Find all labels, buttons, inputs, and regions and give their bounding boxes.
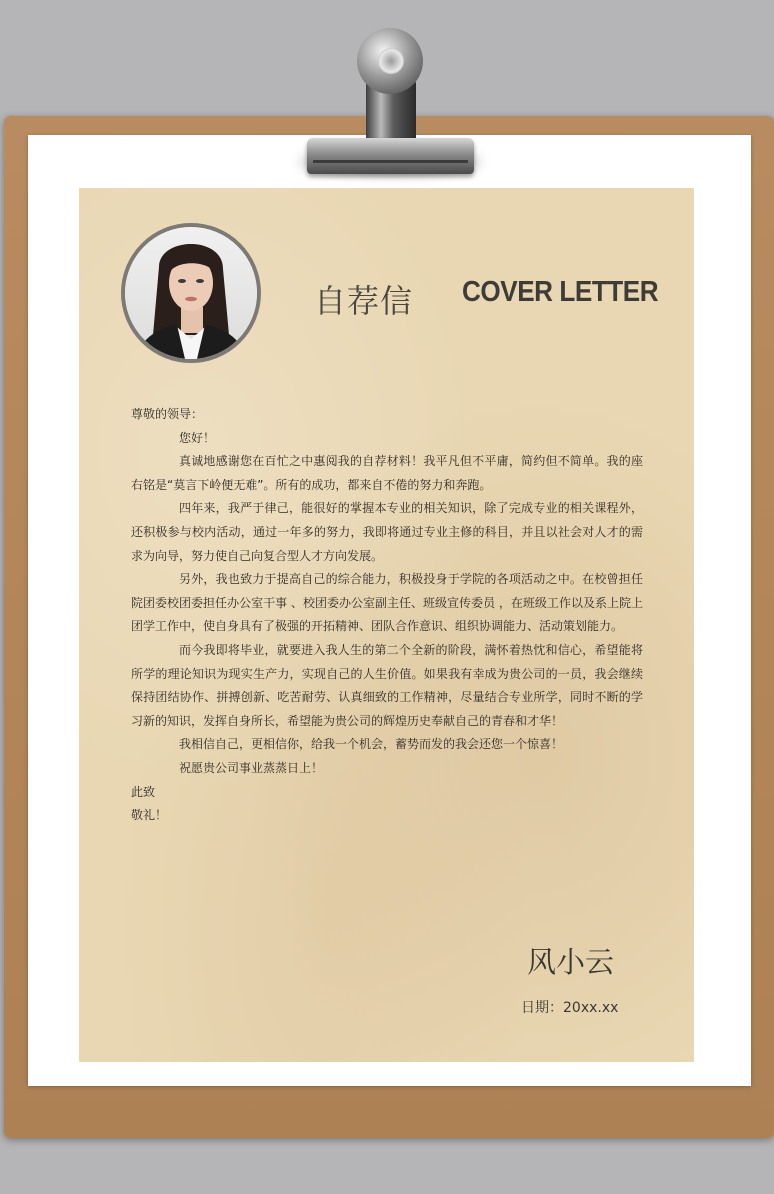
- paragraph-6: 祝愿贵公司事业蒸蒸日上！: [179, 760, 324, 775]
- binder-clip-edge: [313, 160, 468, 163]
- profile-photo: [121, 223, 261, 363]
- paragraph-4: 而今我即将毕业，就要进入我人生的第二个全新的阶段，满怀着热忱和信心，希望能将所学的理论知识为现实生产力，实现自己的人生价值。如果我有幸成为贵公司的一员，我会继续保持团结协作、拼搏创新、吃苦耐劳、认真细致的工作精神，尽量结合专业所学，同时不断的学习新的知识，发挥自身所长，希望能为贵公司的辉煌历史奉献自己的青春和才华！: [131, 642, 643, 728]
- title-chinese: 自荐信: [314, 282, 414, 320]
- paragraph-5: 我相信自己，更相信你，给我一个机会，蓄势而发的我会还您一个惊喜！: [179, 737, 564, 752]
- closing-2: 敬礼！: [131, 808, 168, 823]
- portrait-icon: [125, 227, 257, 359]
- paragraph-1: 真诚地感谢您在百忙之中惠阅我的自荐材料！我平凡但不平庸，简约但不简单。我的座右铭是“莫言下岭便无难”。所有的成功，都来自不倦的努力和奔跑。: [131, 454, 643, 492]
- binder-clip-icon: [307, 138, 474, 174]
- signature: 风小云: [527, 945, 615, 979]
- date: 日期：20xx.xx: [521, 1000, 619, 1016]
- title-english: COVER LETTER: [462, 276, 659, 308]
- binder-clip-hole: [378, 48, 404, 74]
- salutation: 尊敬的领导：: [131, 407, 204, 421]
- letter-body: [131, 403, 643, 828]
- greeting: 您好！: [179, 430, 216, 445]
- closing-1: 此致: [131, 784, 156, 799]
- paragraph-3: 另外，我也致力于提高自己的综合能力，积极投身于学院的各项活动之中。在校曾担任院团委校团委担任办公室干事 、校团委办公室副主任、班级宣传委员 ，在班级工作以及系上院上团学工作中，使自身具有了极强的开拓精神、团队合作意识、组织协调能力、活动策划能力。: [131, 572, 643, 634]
- paragraph-2: 四年来，我严于律己，能很好的掌握本专业的相关知识，除了完成专业的相关课程外，还积极参与校内活动，通过一年多的努力，我即将通过专业主修的科目，并且以社会对人才的需求为向导，努力使自己向复合型人才方向发展。: [131, 501, 643, 563]
